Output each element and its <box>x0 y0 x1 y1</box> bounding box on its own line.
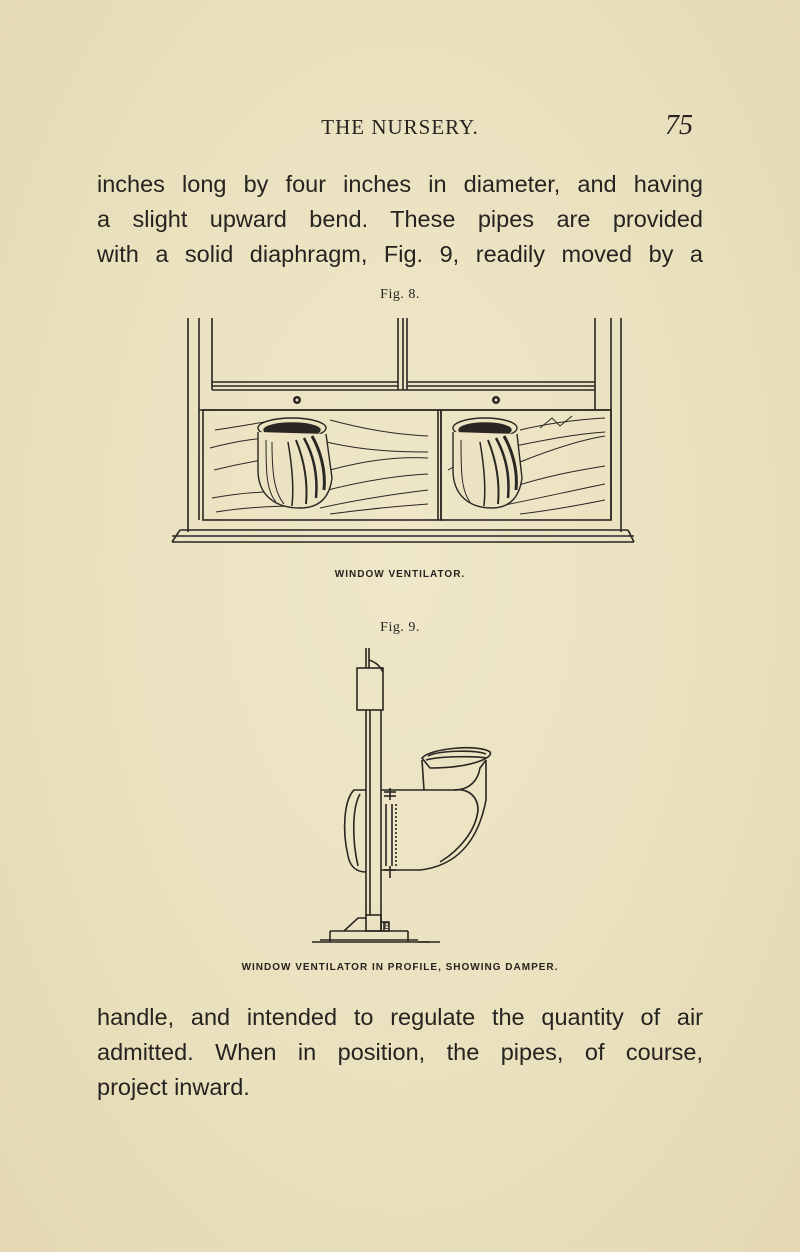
text-line: inches long by four inches in diameter, and having <box>97 171 703 197</box>
figure-9-caption: WINDOW VENTILATOR IN PROFILE, SHOWING DAMPER. <box>241 962 559 973</box>
damper-marker-label: B <box>384 921 391 931</box>
running-header: THE NURSERY. <box>321 115 479 139</box>
text-line: project inward. <box>97 1074 250 1100</box>
text-line: with a solid diaphragm, Fig. 9, readily moved by a <box>97 241 703 267</box>
text-line: handle, and intended to regulate the quantity of air <box>97 1004 703 1030</box>
page-number: 75 <box>665 110 693 141</box>
figure-9-label: Fig. 9. <box>380 620 420 635</box>
text-line: a slight upward bend. These pipes are provided <box>97 206 703 232</box>
paragraph-bottom <box>97 1000 703 1105</box>
text-line: admitted. When in position, the pipes, of course, <box>97 1039 703 1065</box>
figure-8-caption: WINDOW VENTILATOR. <box>334 569 466 580</box>
figure-8-label: Fig. 8. <box>380 287 420 302</box>
